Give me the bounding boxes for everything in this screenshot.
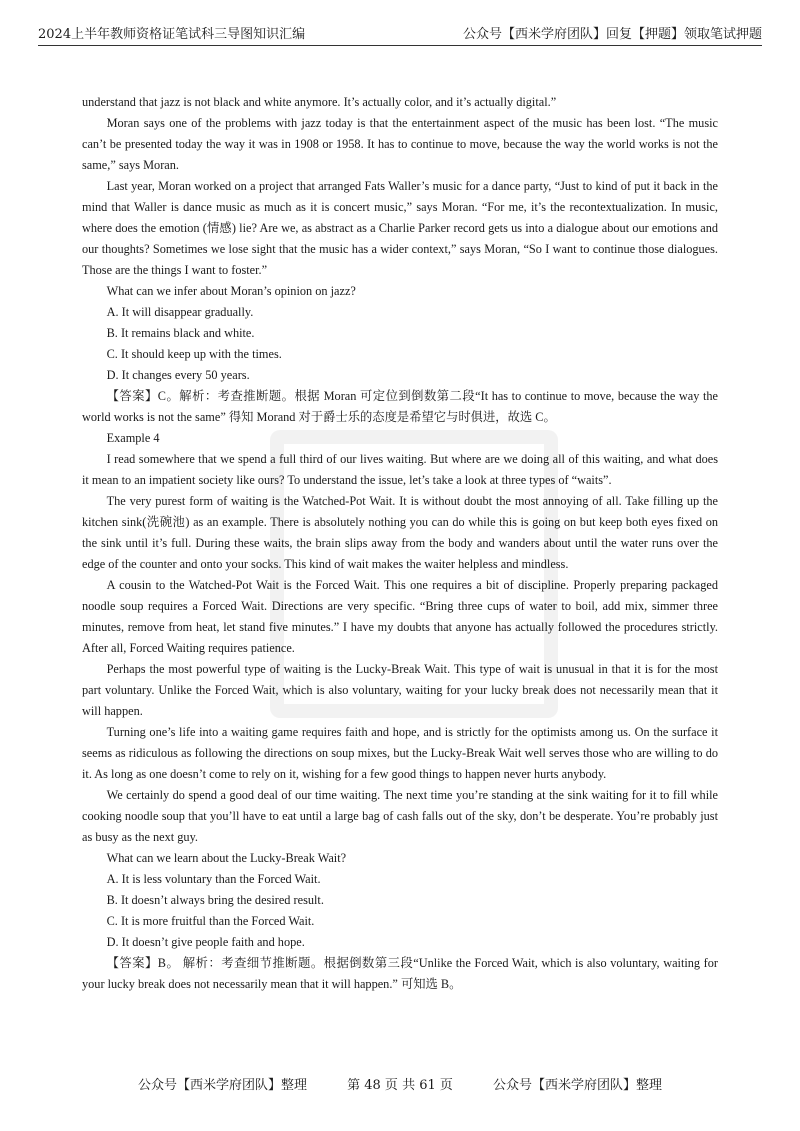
option: C. It is more fruitful than the Forced Wait.: [106, 914, 315, 928]
answer-2: 【答案】B。 解析：考查细节推断题。根据倒数第三段“Unlike the Forced Wait, which is also voluntary, waiting for your lucky break does not necessarily mean that it will happen.” 可知选 B。: [82, 956, 718, 991]
answer-1: 【答案】C。解析：考查推断题。根据 Moran 可定位到倒数第二段“It has to continue to move, because the way the world works is not the same” 得知 Morand 对于爵士乐的态度是希望它与时俱进，故选 C。: [82, 389, 718, 424]
paragraph: We certainly do spend a good deal of our time waiting. The next time you’re standing at the sink waiting for it to fill while cooking noodle soup that you’ll have to eat until a large bag of cash falls out of the sky, don’t be desperate. You’re probably just as busy as the next guy.: [82, 788, 718, 844]
page-footer: [0, 1074, 800, 1093]
page-number: 第 48 页 共 61 页: [347, 1078, 453, 1093]
option: C. It should keep up with the times.: [106, 347, 282, 361]
option: B. It doesn’t always bring the desired result.: [106, 893, 324, 907]
footer-credit-right: 公众号【西米学府团队】整理: [493, 1078, 663, 1093]
page-header: [38, 18, 762, 46]
paragraph: The very purest form of waiting is the Watched-Pot Wait. It is without doubt the most annoying of all. Take filling up the kitchen sink(洗碗池) as an example. There is absolutely nothing you can do while this is going on but keep both eyes fixed on the sink until it’s full. During these waits, the brain slips away from the body and wanders about until the water runs over the edge of the counter and onto your socks. This kind of wait makes the waiter helpless and mindless.: [82, 494, 718, 571]
paragraph: A cousin to the Watched-Pot Wait is the Forced Wait. This one requires a bit of discipline. Properly preparing packaged noodle soup requires a Forced Wait. Directions are very specific. “Bring three cups of water to boil, add mix, simmer three minutes, remove from heat, let stand five minutes.” I have my doubts that anyone has actually followed the procedures strictly. After all, Forced Waiting requires patience.: [82, 578, 718, 655]
paragraph: Perhaps the most powerful type of waiting is the Lucky-Break Wait. This type of wait is unusual in that it is for the most part voluntary. Unlike the Forced Wait, which is also voluntary, waiting for your lucky break does not necessarily mean that it will happen.: [82, 662, 718, 718]
example-heading: Example 4: [106, 431, 160, 445]
option: A. It will disappear gradually.: [106, 305, 254, 319]
paragraph: Turning one’s life into a waiting game requires faith and hope, and is strictly for the optimists among us. On the surface it seems as ridiculous as following the directions on soup mixes, but the Lucky-Break Wait well serves those who are willing to do it. As long as one doesn’t come to rely on it, wishing for a few good things to happen never hurts anybody.: [82, 725, 718, 781]
page-body: [82, 92, 718, 995]
header-promo: 公众号【西米学府团队】回复【押题】领取笔试押题: [462, 27, 762, 42]
question-1: What can we infer about Moran’s opinion on jazz?: [106, 284, 356, 298]
paragraph: Last year, Moran worked on a project that arranged Fats Waller’s music for a dance party, “Just to kind of put it back in the mind that Waller is dance music as much as it is concert music,” says Moran. “For me, it’s the recontextualization. In music, where does the emotion (情感) lie? Are we, as abstract as a Charlie Parker record gets us into a dialogue about our emotions and our thoughts? Sometimes we lose sight that the music has a wider context,” says Moran, “So I want to continue those dialogues. Those are the things I want to foster.”: [82, 179, 718, 277]
option: B. It remains black and white.: [106, 326, 255, 340]
paragraph: I read somewhere that we spend a full third of our lives waiting. But where are we doing all of this waiting, and what does it mean to an impatient society like ours? To understand the issue, let’s take a look at three types of “waits”.: [82, 452, 718, 487]
option: D. It doesn’t give people faith and hope.: [106, 935, 305, 949]
option: D. It changes every 50 years.: [106, 368, 250, 382]
paragraph: understand that jazz is not black and white anymore. It’s actually color, and it’s actually digital.”: [82, 95, 557, 109]
header-title: 2024上半年教师资格证笔试科三导图知识汇编: [38, 27, 306, 42]
option: A. It is less voluntary than the Forced Wait.: [106, 872, 321, 886]
paragraph: Moran says one of the problems with jazz today is that the entertainment aspect of the music has been lost. “The music can’t be presented today the way it was in 1908 or 1958. It has to continue to move, because the way the world works is not the same,” says Moran.: [82, 116, 718, 172]
footer-credit-left: 公众号【西米学府团队】整理: [137, 1078, 307, 1093]
question-2: What can we learn about the Lucky-Break Wait?: [106, 851, 347, 865]
